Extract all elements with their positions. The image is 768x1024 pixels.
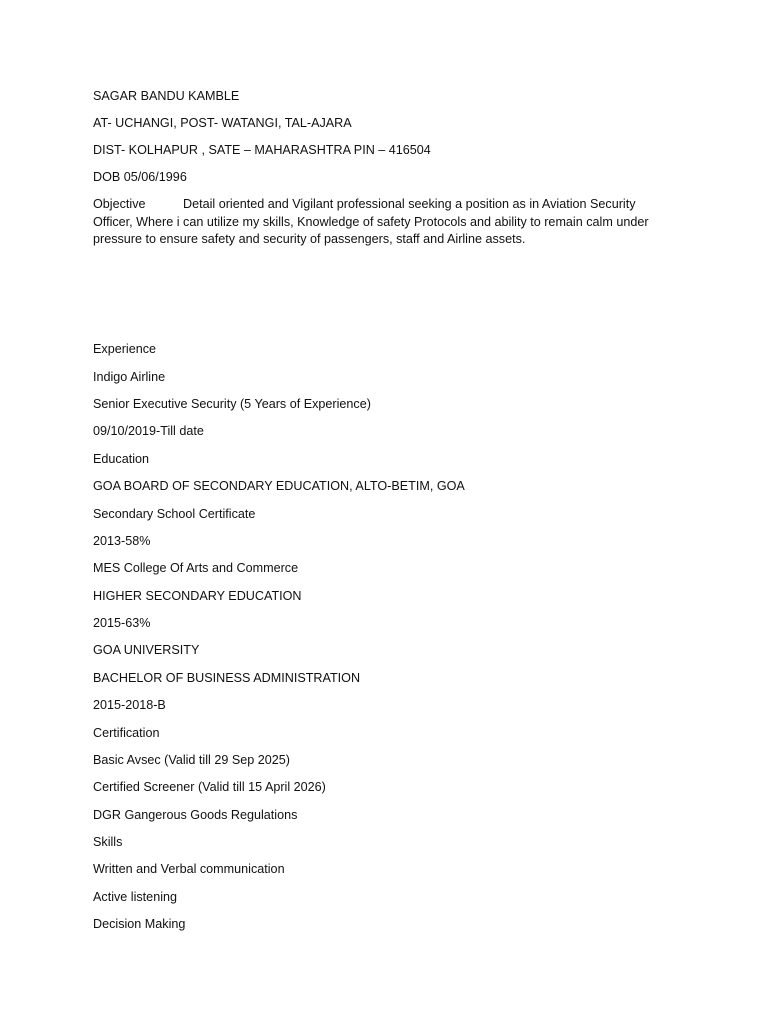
education-institution: MES College Of Arts and Commerce (93, 561, 299, 575)
education-institution: GOA BOARD OF SECONDARY EDUCATION, ALTO-BETIM, GOA (93, 479, 465, 493)
objective-paragraph (93, 196, 678, 249)
certification-heading: Certification (93, 726, 160, 740)
certification-item: DGR Gangerous Goods Regulations (93, 808, 298, 822)
objective-text-1: Detail oriented and Vigilant professional seeking a position as in Aviation Security (183, 197, 636, 211)
certification-item: Certified Screener (Valid till 15 April 2026) (93, 780, 326, 794)
experience-period: 09/10/2019-Till date (93, 424, 204, 438)
skill-item: Active listening (93, 890, 177, 904)
objective-line-1 (93, 196, 678, 214)
education-institution: GOA UNIVERSITY (93, 643, 200, 657)
education-qualification: Secondary School Certificate (93, 507, 256, 521)
education-result: 2015-2018-B (93, 698, 166, 712)
certification-item: Basic Avsec (Valid till 29 Sep 2025) (93, 753, 290, 767)
experience-employer: Indigo Airline (93, 370, 166, 384)
education-qualification: HIGHER SECONDARY EDUCATION (93, 589, 302, 603)
candidate-name: SAGAR BANDU KAMBLE (93, 89, 240, 103)
address-line-1: AT- UCHANGI, POST- WATANGI, TAL-AJARA (93, 116, 352, 130)
experience-role: Senior Executive Security (5 Years of Experience) (93, 397, 371, 411)
education-result: 2015-63% (93, 616, 151, 630)
skill-item: Written and Verbal communication (93, 862, 285, 876)
date-of-birth: DOB 05/06/1996 (93, 170, 187, 184)
experience-heading: Experience (93, 342, 157, 356)
skill-item: Decision Making (93, 917, 186, 931)
objective-label: Objective (93, 197, 146, 211)
education-heading: Education (93, 452, 150, 466)
objective-text-3: pressure to ensure safety and security of passengers, staff and Airline assets. (93, 232, 526, 246)
address-line-2: DIST- KOLHAPUR , SATE – MAHARASHTRA PIN – 416504 (93, 143, 431, 157)
skills-heading: Skills (93, 835, 123, 849)
objective-text-2: Officer, Where i can utilize my skills, Knowledge of safety Protocols and ability to remain calm under (93, 214, 649, 229)
education-result: 2013-58% (93, 534, 151, 548)
education-qualification: BACHELOR OF BUSINESS ADMINISTRATION (93, 671, 361, 685)
